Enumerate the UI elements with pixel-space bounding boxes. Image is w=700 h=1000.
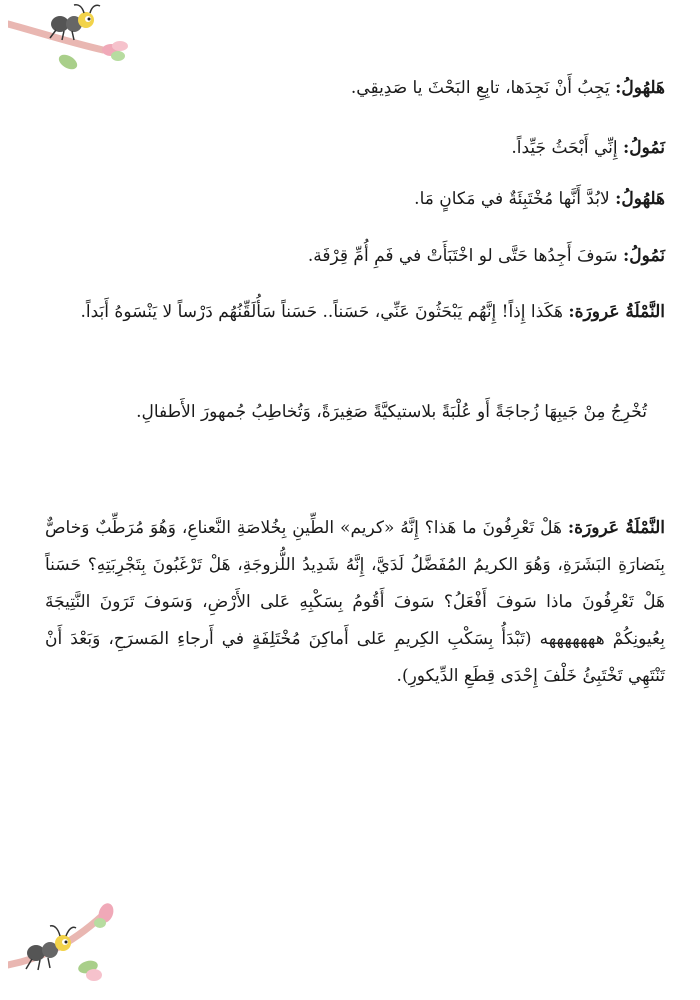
speaker-name: النَّمْلَةُ عَرورَة: <box>568 302 665 322</box>
dialogue-text: إِنِّي أَبْحَثُ جَيِّداً. <box>511 138 618 158</box>
dialogue-paragraph <box>45 295 665 329</box>
leaf-icon <box>56 52 79 72</box>
dialogue-text: هَكَذا إِذاً! إِنَّهُم يَبْحَثُونَ عَنِّي، حَسَناً.. حَسَناً سَأُلَقِّنُهُم دَرْساً لا يَنْسَوهُ أَبَداً. <box>80 302 563 322</box>
dialogue-paragraph <box>45 510 665 695</box>
branch-icon <box>8 915 103 965</box>
speaker-name: هَلهُولُ: <box>615 78 665 98</box>
dialogue-text: يَجِبُ أَنْ نَجِدَها، تابِعِ البَحْثَ يا صَدِيقِي. <box>350 78 610 98</box>
dialogue-text: لابُدَّ أَنَّها مُخْتَبِئَةٌ في مَكانٍ مَا. <box>414 189 610 209</box>
ant-branch-decoration-top <box>8 2 138 82</box>
ant-icon <box>26 926 76 970</box>
dialogue-text: هَلْ تَعْرِفُونَ ما هَذا؟ إِنَّهُ «كريم» الطِّينِ بِخُلاصَةِ النَّعناعِ، وَهُوَ مُرَطِّبٌ وَخاصٌّ بِنَضارَةِ البَشَرَةِ، وَهُوَ الكريمُ المُفَضَّلُ لَدَيَّ، إِنَّهُ شَدِيدُ اللُّزوجَةِ، هَلْ تَرْغَبُونَ بِتَجْرِبَتِهِ؟ حَسَناً هَلْ تَعْرِفُونَ ماذا سَوفَ أَفْعَلُ؟ سَوفَ أَقُومُ بِسَكْبِهِ عَلى الأَرْضِ، وَسَوفَ تَرَونَ النَّتِيجَةَ بِعُيونِكُمْ هههههههه (تَبْدَأُ بِسَكْبِ الكِريمِ عَلى أَماكِنَ مُخْتَلِفَةٍ في أَرجاءِ المَسرَحِ، وَبَعْدَ أَنْ تَنْتَهِي تَخْتَبِئُ خَلْفَ إِحْدَى قِطَعِ الدِّيكورِ). <box>45 518 665 686</box>
speaker-name: هَلهُولُ: <box>615 189 665 209</box>
stage-direction <box>45 395 665 429</box>
dialogue-line <box>45 240 665 272</box>
dialogue-text: سَوفَ أَجِدُها حَتَّى لو اخْتَبَأَتْ في فَمِ أُمِّ قِرْفَة. <box>307 246 618 266</box>
speaker-name: نَمُولُ: <box>623 138 665 158</box>
dialogue-line <box>45 72 665 104</box>
dialogue-line <box>45 183 665 215</box>
ant-branch-decoration-bottom <box>8 895 138 995</box>
dialogue-line <box>45 132 665 164</box>
flower-icon <box>102 41 128 61</box>
stage-direction-text: تُخْرِجُ مِنْ جَيبِهَا زُجاجَةً أَو عُلْبَةً بلاستيكيَّةً صَغِيرَةً، وَتُخاطِبُ جُمهورَ الأَطفالِ. <box>136 402 647 422</box>
speaker-name: النَّمْلَةُ عَرورَة: <box>567 518 665 538</box>
speaker-name: نَمُولُ: <box>623 246 665 266</box>
flower-icon <box>86 969 102 981</box>
flower-icon <box>94 901 116 928</box>
